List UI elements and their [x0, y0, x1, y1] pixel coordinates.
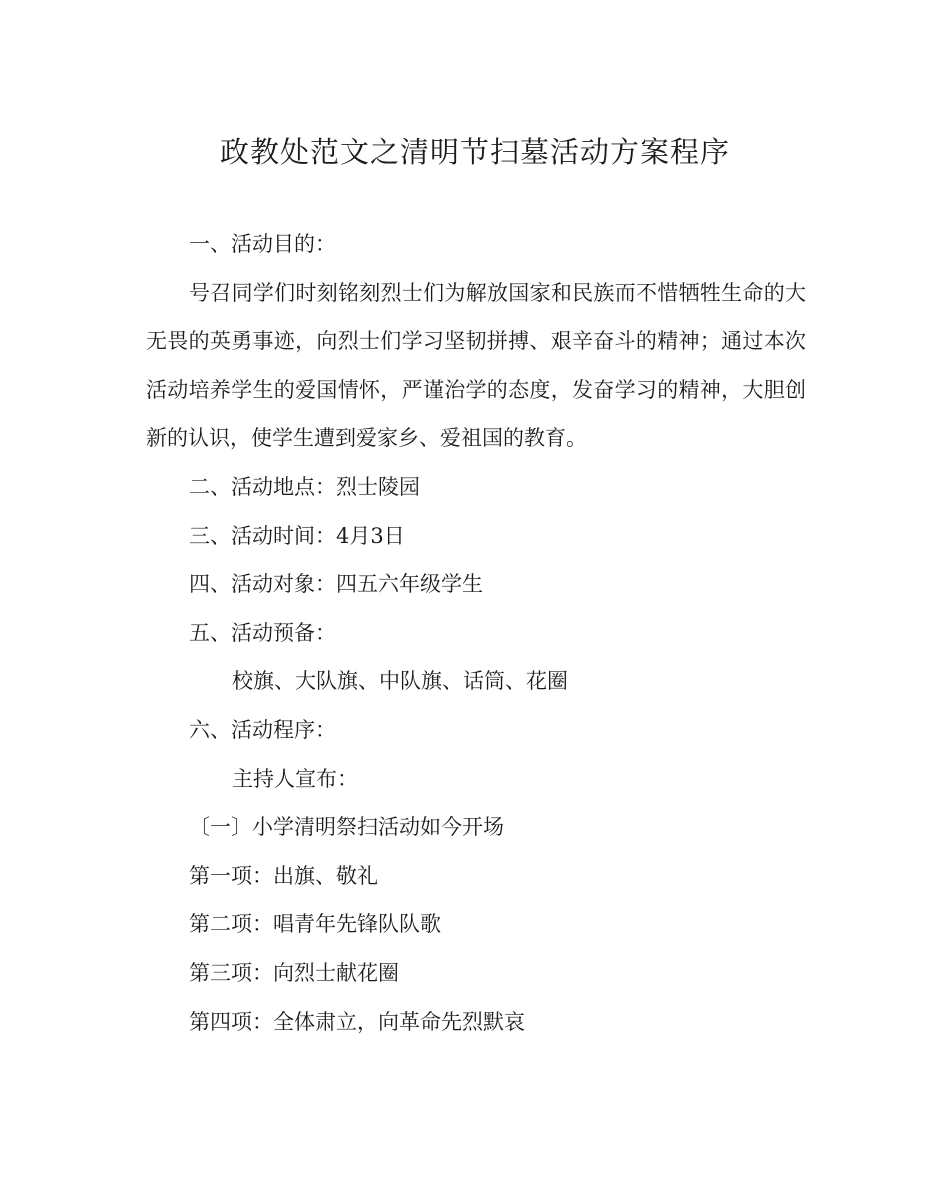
procedure-step: 第三项：向烈士献花圈	[189, 960, 399, 985]
procedure-step: 第二项：唱青年先锋队队歌	[189, 912, 441, 937]
procedure-step: 第四项：全体肃立，向革命先烈默哀	[189, 1009, 525, 1034]
preparation-items: 校旗、大队旗、中队旗、话筒、花圈	[232, 669, 568, 694]
document-body	[146, 220, 806, 1046]
section-time: 三、活动时间：4月3日	[189, 523, 405, 548]
purpose-paragraph: 号召同学们时刻铭刻烈士们为解放国家和民族而不惜牺牲生命的大无畏的英勇事迹，向烈士们学习坚韧拼搏、艰辛奋斗的精神；通过本次活动培养学生的爱国情怀，严谨治学的态度，发奋学习的精神，大胆创新的认识，使学生遭到爱家乡、爱祖国的教育。	[146, 280, 806, 451]
host-announcement: 主持人宣布：	[232, 766, 358, 791]
section-participants: 四、活动对象：四五六年级学生	[189, 572, 483, 597]
procedure-part-one: 〔一〕小学清明祭扫活动如今开场	[189, 815, 504, 840]
section-heading-purpose: 一、活动目的：	[189, 232, 336, 256]
section-heading-procedure: 六、活动程序：	[189, 717, 336, 742]
page-title: 政教处范文之清明节扫墓活动方案程序	[219, 135, 730, 169]
procedure-step: 第一项：出旗、敬礼	[189, 863, 378, 888]
section-heading-preparation: 五、活动预备：	[189, 620, 336, 645]
section-location: 二、活动地点：烈士陵园	[189, 474, 420, 499]
